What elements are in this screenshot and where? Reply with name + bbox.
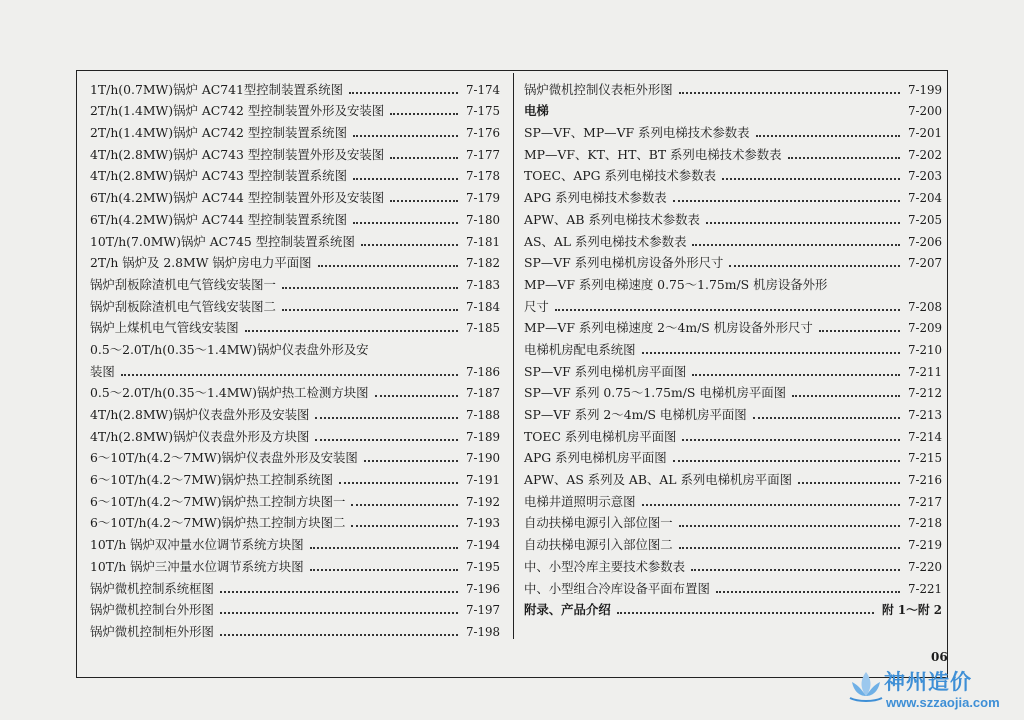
entry-title: SP—VF 系列电梯机房平面图 bbox=[524, 363, 687, 379]
dot-leader bbox=[788, 157, 900, 159]
toc-entry bbox=[524, 553, 942, 575]
dot-leader bbox=[673, 200, 900, 202]
column-divider bbox=[513, 73, 514, 639]
dot-leader bbox=[798, 482, 900, 484]
toc-entry bbox=[90, 250, 500, 272]
toc-entry bbox=[90, 293, 500, 315]
entry-title: 自动扶梯电源引入部位图一 bbox=[524, 515, 673, 531]
dot-leader bbox=[220, 634, 458, 636]
entry-page: 7-221 bbox=[907, 581, 942, 596]
entry-page: 7-200 bbox=[907, 104, 942, 119]
watermark-url: www.szzaojia.com bbox=[886, 695, 1000, 710]
dot-leader bbox=[364, 460, 458, 462]
dot-leader bbox=[722, 178, 900, 180]
dot-leader bbox=[555, 309, 900, 311]
dot-leader bbox=[245, 330, 458, 332]
dot-leader bbox=[692, 244, 900, 246]
dot-leader bbox=[729, 265, 900, 267]
entry-page: 7-181 bbox=[465, 234, 500, 249]
entry-title: 装图 bbox=[90, 363, 115, 379]
toc-entry bbox=[524, 141, 942, 163]
section-title: 附录、产品介绍 bbox=[524, 602, 611, 618]
toc-entry bbox=[524, 358, 942, 380]
dot-leader bbox=[315, 417, 458, 419]
entry-page: 7-220 bbox=[907, 559, 942, 574]
dot-leader bbox=[220, 591, 458, 593]
toc-left-column bbox=[90, 76, 500, 640]
entry-title: 电梯井道照明示意图 bbox=[524, 493, 636, 509]
entry-title: 锅炉上煤机电气管线安装图 bbox=[90, 320, 239, 336]
entry-page: 7-190 bbox=[465, 451, 500, 466]
dot-leader bbox=[692, 374, 900, 376]
toc-entry bbox=[90, 488, 500, 510]
entry-title: 锅炉刮板除渣机电气管线安装图一 bbox=[90, 276, 276, 292]
entry-page: 7-204 bbox=[907, 191, 942, 206]
dot-leader bbox=[351, 525, 458, 527]
dot-leader bbox=[353, 135, 458, 137]
dot-leader bbox=[351, 504, 458, 506]
toc-entry bbox=[90, 531, 500, 553]
entry-title: MP—VF、KT、HT、BT 系列电梯技术参数表 bbox=[524, 146, 782, 162]
entry-page: 7-218 bbox=[907, 516, 942, 531]
entry-title: 电梯机房配电系统图 bbox=[524, 341, 636, 357]
entry-title: MP—VF 系列电梯速度 0.75～1.75m/S 机房设备外形 bbox=[524, 276, 828, 292]
entry-title: 6～10T/h(4.2～7MW)锅炉热工控制方块图一 bbox=[90, 493, 346, 509]
dot-leader bbox=[682, 439, 900, 441]
entry-page: 7-205 bbox=[907, 212, 942, 227]
toc-entry bbox=[90, 98, 500, 120]
entry-page: 7-202 bbox=[907, 147, 942, 162]
dot-leader bbox=[679, 525, 900, 527]
entry-title: 锅炉微机控制仪表柜外形图 bbox=[524, 81, 673, 97]
dot-leader bbox=[318, 265, 458, 267]
watermark bbox=[846, 664, 1022, 718]
section-title: 电梯 bbox=[524, 103, 549, 119]
watermark-title: 神州造价 bbox=[884, 670, 972, 694]
toc-entry bbox=[524, 488, 942, 510]
entry-title: 中、小型组合冷库设备平面布置图 bbox=[524, 580, 710, 596]
entry-page: 7-187 bbox=[465, 386, 500, 401]
entry-title: SP—VF、MP—VF 系列电梯技术参数表 bbox=[524, 125, 750, 141]
entry-page: 7-193 bbox=[465, 516, 500, 531]
entry-page: 7-206 bbox=[907, 234, 942, 249]
entry-title: APG 系列电梯技术参数表 bbox=[524, 190, 667, 206]
toc-entry bbox=[90, 206, 500, 228]
entry-page: 7-201 bbox=[907, 126, 942, 141]
entry-page: 7-180 bbox=[465, 212, 500, 227]
entry-page: 7-219 bbox=[907, 538, 942, 553]
entry-page: 7-217 bbox=[907, 494, 942, 509]
dot-leader bbox=[353, 222, 458, 224]
toc-entry-continued bbox=[90, 336, 500, 358]
toc-entry bbox=[524, 163, 942, 185]
entry-page: 7-177 bbox=[465, 147, 500, 162]
dot-leader bbox=[315, 439, 458, 441]
entry-page: 7-175 bbox=[465, 104, 500, 119]
entry-title: 10T/h 锅炉三冲量水位调节系统方块图 bbox=[90, 558, 304, 574]
entry-title: 锅炉刮板除渣机电气管线安装图二 bbox=[90, 298, 276, 314]
entry-page: 7-196 bbox=[465, 581, 500, 596]
toc-entry bbox=[90, 119, 500, 141]
entry-title: 尺寸 bbox=[524, 298, 549, 314]
entry-page: 附 1～附 2 bbox=[881, 603, 942, 618]
dot-leader bbox=[121, 374, 458, 376]
dot-leader bbox=[792, 395, 900, 397]
toc-entry bbox=[90, 163, 500, 185]
toc-entry bbox=[524, 401, 942, 423]
toc-entry bbox=[90, 597, 500, 619]
entry-title: 1T/h(0.7MW)锅炉 AC741型控制装置系统图 bbox=[90, 81, 344, 97]
entry-title: 6T/h(4.2MW)锅炉 AC744 型控制装置外形及安装图 bbox=[90, 190, 385, 206]
entry-title: 锅炉微机控制台外形图 bbox=[90, 602, 214, 618]
entry-title: 4T/h(2.8MW)锅炉仪表盘外形及安装图 bbox=[90, 407, 310, 422]
dot-leader bbox=[691, 569, 900, 571]
entry-title: 2T/h(1.4MW)锅炉 AC742 型控制装置系统图 bbox=[90, 125, 347, 141]
toc-entry bbox=[90, 575, 500, 597]
dot-leader bbox=[679, 92, 900, 94]
toc-entry bbox=[90, 401, 500, 423]
dot-leader bbox=[642, 504, 900, 506]
toc-entry bbox=[524, 315, 942, 337]
entry-page: 7-191 bbox=[465, 473, 500, 488]
entry-title: 10T/h(7.0MW)锅炉 AC745 型控制装置系统图 bbox=[90, 233, 355, 249]
entry-page: 7-199 bbox=[907, 82, 942, 97]
toc-entry bbox=[90, 618, 500, 640]
toc-entry bbox=[524, 293, 942, 315]
dot-leader bbox=[819, 330, 900, 332]
entry-page: 7-215 bbox=[907, 451, 942, 466]
entry-page: 7-213 bbox=[907, 408, 942, 422]
toc-entry bbox=[524, 423, 942, 445]
entry-page: 7-211 bbox=[907, 364, 942, 379]
toc-entry bbox=[524, 184, 942, 206]
lotus-logo-icon bbox=[846, 666, 886, 706]
toc-entry bbox=[90, 358, 500, 380]
entry-page: 7-179 bbox=[465, 191, 500, 206]
entry-title: 自动扶梯电源引入部位图二 bbox=[524, 537, 673, 553]
toc-entry bbox=[90, 510, 500, 532]
dot-leader bbox=[282, 309, 458, 311]
dot-leader bbox=[361, 244, 458, 246]
entry-title: 4T/h(2.8MW)锅炉仪表盘外形及方块图 bbox=[90, 428, 310, 444]
toc-entry bbox=[524, 575, 942, 597]
entry-page: 7-188 bbox=[465, 408, 500, 422]
entry-page: 7-185 bbox=[465, 321, 500, 336]
entry-page: 7-210 bbox=[907, 342, 942, 357]
toc-entry bbox=[524, 228, 942, 250]
dot-leader bbox=[679, 547, 900, 549]
dot-leader bbox=[706, 222, 900, 224]
entry-page: 7-203 bbox=[907, 169, 942, 184]
dot-leader bbox=[375, 395, 458, 397]
toc-entry bbox=[90, 76, 500, 98]
dot-leader bbox=[673, 460, 900, 462]
toc-entry bbox=[524, 445, 942, 467]
entry-page: 7-186 bbox=[465, 364, 500, 379]
entry-page: 7-209 bbox=[907, 321, 942, 336]
entry-page: 7-182 bbox=[465, 256, 500, 271]
toc-entry bbox=[90, 184, 500, 206]
entry-title: 6～10T/h(4.2～7MW)锅炉仪表盘外形及安装图 bbox=[90, 450, 358, 466]
toc-right-column bbox=[524, 76, 942, 618]
entry-title: 6～10T/h(4.2～7MW)锅炉热工控制系统图 bbox=[90, 472, 334, 488]
dot-leader bbox=[756, 135, 900, 137]
entry-title: 4T/h(2.8MW)锅炉 AC743 型控制装置外形及安装图 bbox=[90, 146, 385, 162]
dot-leader bbox=[390, 113, 458, 115]
entry-page: 7-207 bbox=[907, 256, 942, 271]
entry-title: 6～10T/h(4.2～7MW)锅炉热工控制方块图二 bbox=[90, 515, 346, 531]
entry-title: SP—VF 系列电梯机房设备外形尺寸 bbox=[524, 255, 724, 271]
toc-entry-continued bbox=[524, 271, 942, 293]
page-number: 06 bbox=[931, 650, 948, 664]
dot-leader bbox=[753, 417, 900, 419]
toc-entry bbox=[90, 271, 500, 293]
entry-title: APW、AB 系列电梯技术参数表 bbox=[524, 211, 700, 227]
toc-entry bbox=[524, 466, 942, 488]
toc-entry bbox=[524, 531, 942, 553]
toc-entry bbox=[524, 336, 942, 358]
toc-entry bbox=[524, 510, 942, 532]
entry-title: 2T/h(1.4MW)锅炉 AC742 型控制装置外形及安装图 bbox=[90, 103, 385, 119]
entry-page: 7-183 bbox=[465, 277, 500, 292]
dot-leader bbox=[220, 612, 458, 614]
dot-leader bbox=[390, 157, 458, 159]
entry-title: 锅炉微机控制系统框图 bbox=[90, 580, 214, 596]
dot-leader bbox=[349, 92, 458, 94]
toc-entry bbox=[90, 315, 500, 337]
dot-leader bbox=[716, 591, 900, 593]
entry-title: TOEC、APG 系列电梯技术参数表 bbox=[524, 168, 716, 184]
toc-entry bbox=[90, 466, 500, 488]
entry-page: 7-195 bbox=[465, 559, 500, 574]
entry-title: 中、小型冷库主要技术参数表 bbox=[524, 558, 686, 574]
dot-leader bbox=[282, 287, 458, 289]
entry-page: 7-208 bbox=[907, 299, 942, 314]
entry-title: 锅炉微机控制柜外形图 bbox=[90, 623, 214, 639]
entry-page: 7-194 bbox=[465, 538, 500, 553]
toc-entry bbox=[90, 423, 500, 445]
entry-page: 7-197 bbox=[465, 603, 500, 618]
entry-title: 0.5～2.0T/h(0.35～1.4MW)锅炉热工检测方块图 bbox=[90, 385, 369, 401]
entry-title: SP—VF 系列 2～4m/S 电梯机房平面图 bbox=[524, 407, 747, 422]
entry-page: 7-174 bbox=[465, 82, 500, 97]
toc-section-heading bbox=[524, 98, 942, 120]
entry-page: 7-212 bbox=[907, 386, 942, 401]
entry-page: 7-176 bbox=[465, 126, 500, 141]
entry-page: 7-216 bbox=[907, 473, 942, 488]
entry-title: MP—VF 系列电梯速度 2～4m/S 机房设备外形尺寸 bbox=[524, 320, 813, 336]
dot-leader bbox=[310, 547, 458, 549]
entry-title: APG 系列电梯机房平面图 bbox=[524, 450, 667, 466]
entry-title: 6T/h(4.2MW)锅炉 AC744 型控制装置系统图 bbox=[90, 211, 347, 227]
toc-entry bbox=[90, 553, 500, 575]
entry-title: AS、AL 系列电梯技术参数表 bbox=[524, 233, 687, 249]
entry-title: TOEC 系列电梯机房平面图 bbox=[524, 428, 677, 444]
dot-leader bbox=[617, 612, 874, 614]
dot-leader bbox=[310, 569, 458, 571]
toc-entry bbox=[90, 228, 500, 250]
entry-page: 7-178 bbox=[465, 169, 500, 184]
dot-leader bbox=[353, 178, 458, 180]
entry-title: SP—VF 系列 0.75～1.75m/S 电梯机房平面图 bbox=[524, 385, 787, 401]
entry-title: 4T/h(2.8MW)锅炉 AC743 型控制装置系统图 bbox=[90, 168, 347, 184]
toc-entry bbox=[524, 380, 942, 402]
toc-entry bbox=[90, 380, 500, 402]
entry-title: 2T/h 锅炉及 2.8MW 锅炉房电力平面图 bbox=[90, 255, 312, 271]
entry-title: 0.5～2.0T/h(0.35～1.4MW)锅炉仪表盘外形及安 bbox=[90, 341, 369, 357]
dot-leader bbox=[642, 352, 900, 354]
dot-leader bbox=[390, 200, 458, 202]
entry-page: 7-214 bbox=[907, 429, 942, 444]
toc-entry bbox=[524, 250, 942, 272]
toc-entry bbox=[90, 141, 500, 163]
entry-page: 7-192 bbox=[465, 494, 500, 509]
entry-title: 10T/h 锅炉双冲量水位调节系统方块图 bbox=[90, 537, 304, 553]
toc-entry bbox=[90, 445, 500, 467]
entry-page: 7-198 bbox=[465, 624, 500, 639]
entry-page: 7-184 bbox=[465, 299, 500, 314]
dot-leader bbox=[339, 482, 458, 484]
entry-title: APW、AS 系列及 AB、AL 系列电梯机房平面图 bbox=[524, 472, 792, 488]
toc-section-heading bbox=[524, 597, 942, 619]
entry-page: 7-189 bbox=[465, 429, 500, 444]
toc-entry bbox=[524, 76, 942, 98]
toc-entry bbox=[524, 119, 942, 141]
toc-entry bbox=[524, 206, 942, 228]
